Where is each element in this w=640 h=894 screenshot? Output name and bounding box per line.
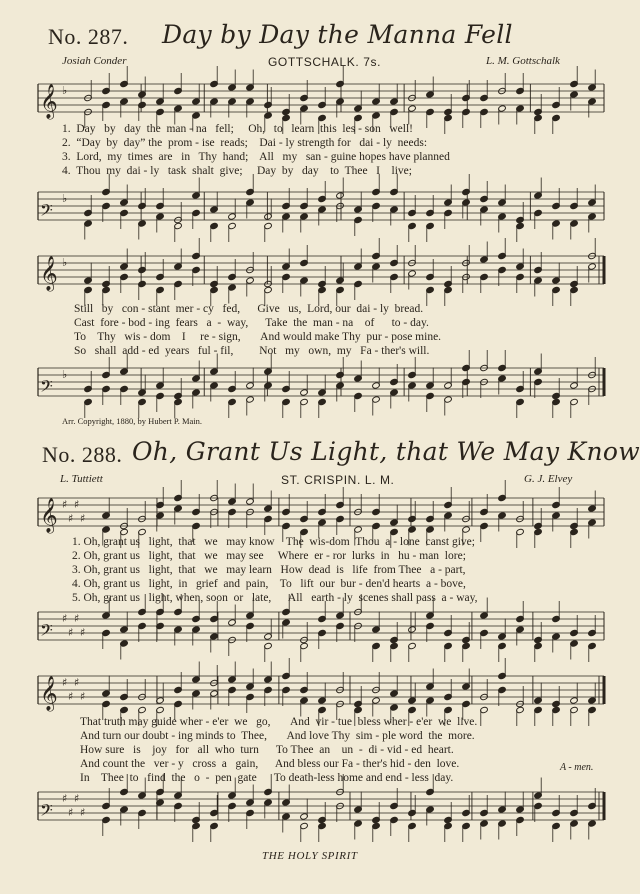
flat-sign-icon: ♭ [62,192,68,205]
sharp-sign-icon: ♯ [74,612,80,625]
verse-line: So shall add - ed years ful - fil, Not my own, my Fa - ther's will. [74,345,430,357]
sharp-sign-icon: ♯ [68,512,74,525]
music-staff-bass [0,606,640,652]
bass-clef-icon: 𝄢 [40,200,53,224]
verse-line: And count the ver - y cross a gain, And bless our Fa - ther's hid - den love. [80,758,460,770]
flat-sign-icon: ♭ [62,368,68,381]
sharp-sign-icon: ♯ [74,792,80,805]
verse-line: 1. Oh, grant us light, that we may know The wis-dom Thou a - lone canst give; [72,536,475,548]
bass-clef-icon: 𝄢 [40,376,53,400]
treble-clef-icon: 𝄞 [40,498,58,533]
sharp-sign-icon: ♯ [68,690,74,703]
music-staff-bass [0,362,640,408]
sharp-sign-icon: ♯ [62,676,68,689]
bass-clef-icon: 𝄢 [40,620,53,644]
verse-line: 4. Thou my dai - ly task shalt give; Day by day to Thee I live; [62,165,412,177]
sharp-sign-icon: ♯ [80,626,86,639]
verse-line: In Thee to find the o - pen gate To death-less home and end - less day. [80,772,454,784]
composer-credit: G. J. Elvey [524,473,573,485]
music-staff-bass [0,186,640,232]
treble-clef-icon: 𝄞 [40,256,58,291]
treble-clef-icon: 𝄞 [40,676,58,711]
sharp-sign-icon: ♯ [80,690,86,703]
flat-sign-icon: ♭ [62,256,68,269]
verse-line: To Thy wis - dom I re - sign, And would make Thy pur - pose mine. [74,331,442,343]
music-staff-treble [0,78,640,124]
amen-label: A - men. [560,762,594,773]
verse-line: And turn our doubt - ing minds to Thee, And love Thy sim - ple word the more. [80,730,475,742]
music-staff-bass [0,786,640,832]
sharp-sign-icon: ♯ [68,806,74,819]
verse-line: 3. Oh, grant us light, that we may learn How dead is life from Thee a - part, [72,564,466,576]
sharp-sign-icon: ♯ [74,498,80,511]
hymn-number: No. 287. [48,24,129,49]
sharp-sign-icon: ♯ [80,512,86,525]
verse-line: That truth may guide wher - e'er we go, And vir - tue bless wher - e'er we live. [80,716,478,728]
bass-clef-icon: 𝄢 [40,800,53,824]
music-staff-treble [0,670,640,716]
author-credit: L. Tuttiett [60,473,103,485]
hymn-title: Day by Day the Manna Fell [162,20,513,49]
tune-name: ST. CRISPIN. L. M. [281,473,395,487]
verse-line: 4. Oh, grant us light, in grief and pain, To lift our bur - den'd hearts a - bove, [72,578,466,590]
verse-line: How sure is joy for all who turn To Thee an un - di - vid - ed heart. [80,744,454,756]
treble-clef-icon: 𝄞 [40,84,58,119]
tune-name: GOTTSCHALK. 7s. [268,55,382,69]
music-staff-treble [0,492,640,538]
page-footer: THE HOLY SPIRIT [262,850,358,862]
sharp-sign-icon: ♯ [74,676,80,689]
sharp-sign-icon: ♯ [80,806,86,819]
copyright-note: Arr. Copyright, 1880, by Hubert P. Main. [62,416,203,426]
verse-line: Cast fore - bod - ing fears a - way, Take the man - na of to - day. [74,317,429,329]
verse-line: 3. Lord, my times are in Thy hand; All my san - guine hopes have planned [62,151,450,163]
sharp-sign-icon: ♯ [62,792,68,805]
hymn-title: Oh, Grant Us Light, that We May Know [132,437,640,466]
verse-line: 2. “Day by day” the prom - ise reads; Dai - ly strength for dai - ly needs: [62,137,428,149]
music-staff-treble [0,250,640,296]
verse-line: 1. Day by day the man - na fell; Oh, to learn this les - son well! [62,123,413,135]
author-credit: Josiah Conder [62,55,127,67]
verse-line: Still by con - stant mer - cy fed, Give us, Lord, our dai - ly bread. [74,303,424,315]
flat-sign-icon: ♭ [62,84,68,97]
composer-credit: L. M. Gottschalk [486,55,560,67]
hymn-number: No. 288. [42,442,123,467]
verse-line: 2. Oh, grant us light, that we may see Where er - ror lurks in hu - man lore; [72,550,466,562]
sharp-sign-icon: ♯ [68,626,74,639]
sharp-sign-icon: ♯ [62,498,68,511]
verse-line: 5. Oh, grant us light, when, soon or late, All earth - ly scenes shall pass a - way, [72,592,478,604]
sharp-sign-icon: ♯ [62,612,68,625]
